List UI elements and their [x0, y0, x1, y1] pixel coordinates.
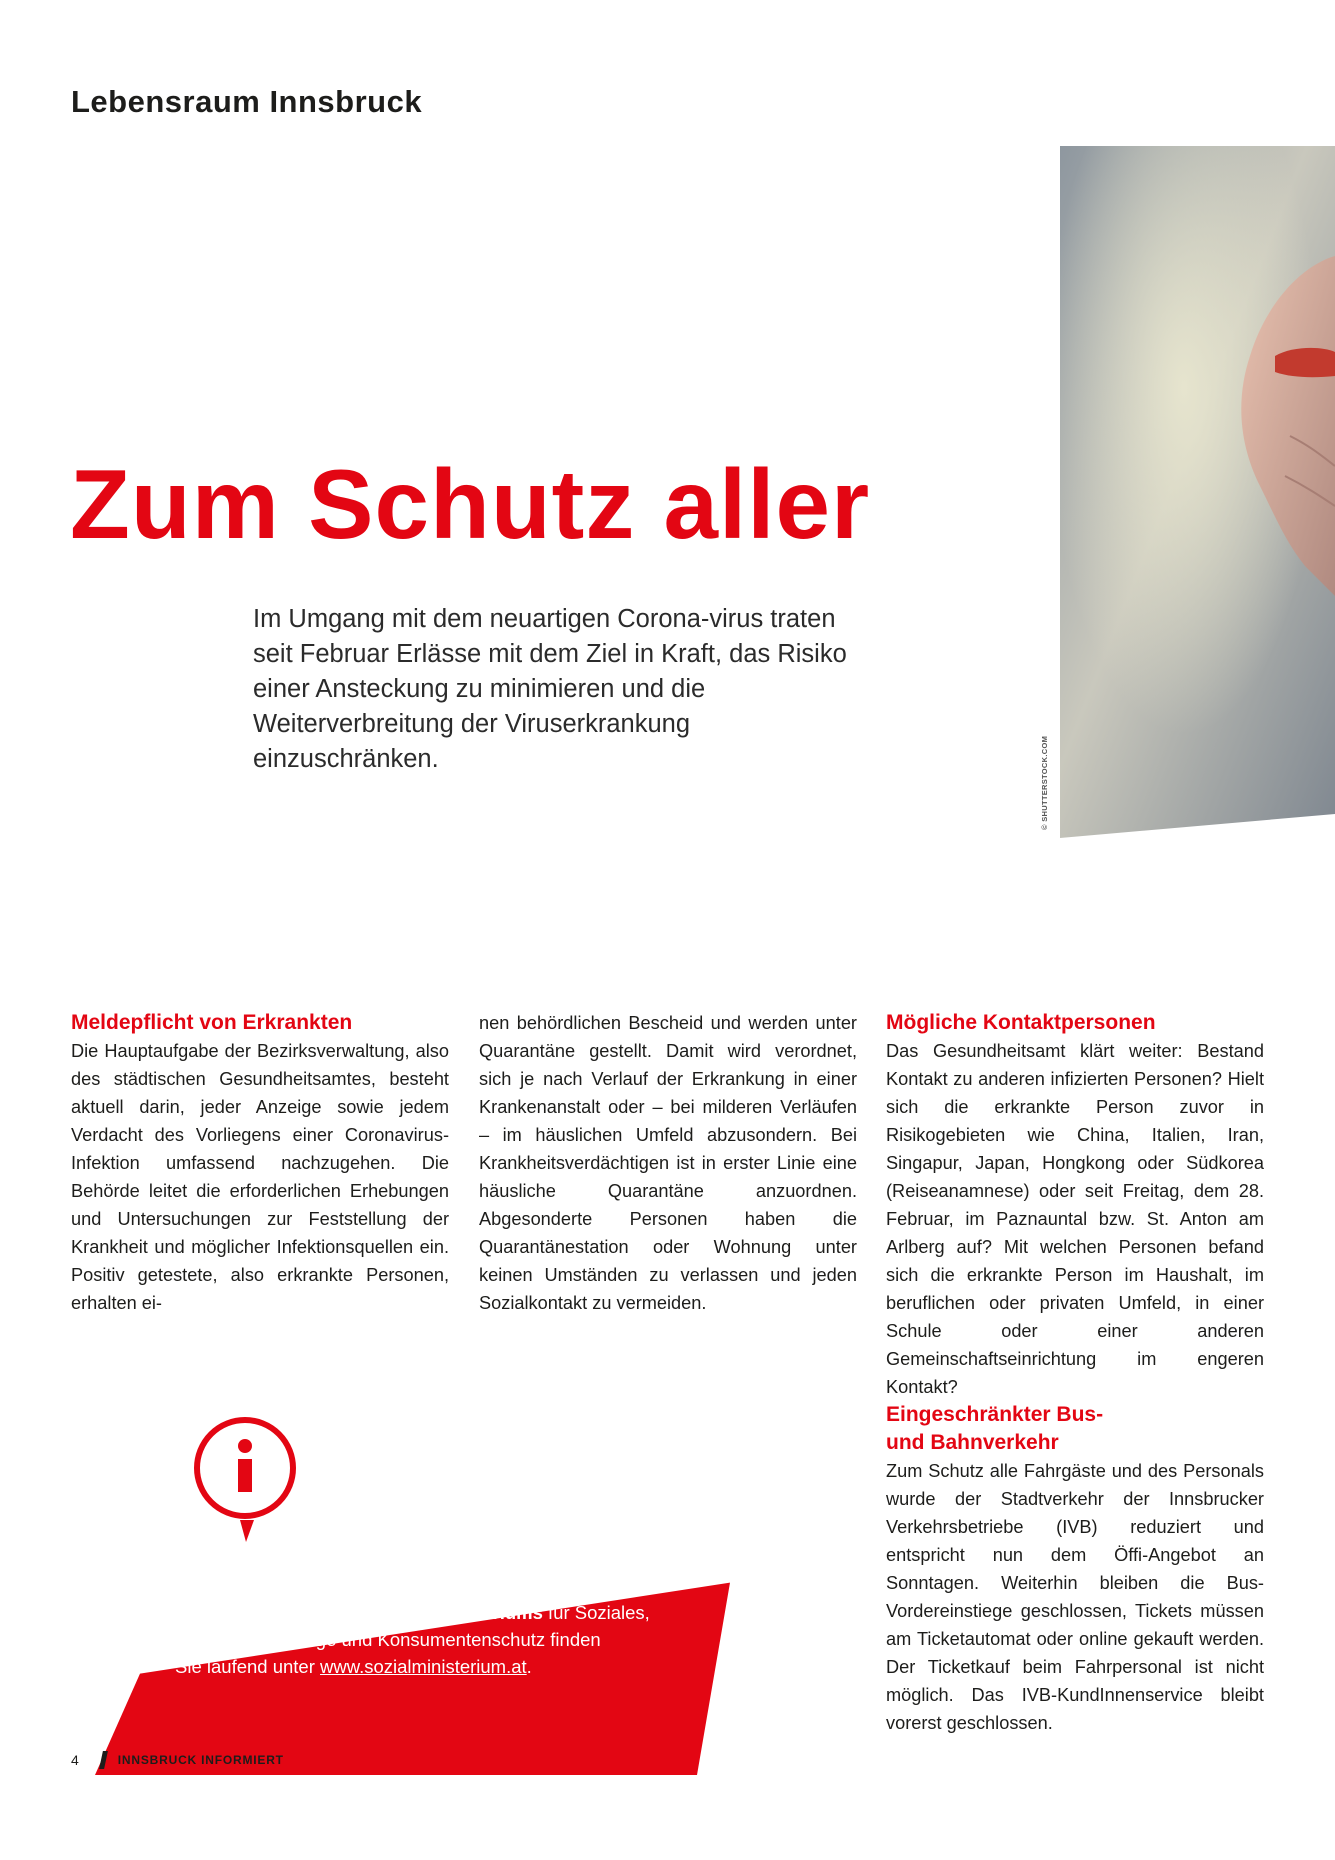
page-number: 4: [71, 1752, 79, 1768]
column-3: [886, 1009, 1264, 1401]
photo-credit: © SHUTTERSTOCK.COM: [1040, 735, 1049, 830]
info-link[interactable]: www.sozialministerium.at: [320, 1656, 527, 1677]
section-heading-kontaktpersonen: Mögliche Kontaktpersonen: [886, 1011, 1156, 1034]
section-heading-busverkehr-line1: Eingeschränkter Bus-: [886, 1403, 1104, 1426]
info-bold-1: Tagesaktuelle Informationen: [187, 1575, 437, 1596]
column-1: [71, 1009, 449, 1317]
info-text-4: Sie laufend unter: [175, 1656, 321, 1677]
article-title: Zum Schutz aller: [70, 449, 871, 559]
column-3-lower: [886, 1401, 1264, 1737]
section-label: Lebensraum Innsbruck: [71, 84, 423, 119]
info-text-3: Gesundheit, Pflege und Konsumentenschutz finden: [179, 1629, 601, 1650]
column-2: [479, 1009, 857, 1317]
section-text-kontaktpersonen: Das Gesundheitsamt klärt weiter: Bestand Kontakt zu anderen infizierten Personen? Hielt sich die erkrankte Person zuvor in Risikogebieten wie China, Italien, Iran, Singapur, Japan, Hongkong oder Südkorea (Reiseanamnese) oder seit Freitag, dem 28. Februar, im Paznauntal bzw. St. Anton am Arlberg auf? Mit welchen Personen befand sich die erkrankte Person im Haushalt, im beruflichen oder privaten Umfeld, in einer Schule oder einer anderen Gemeinschaftseinrichtung im engeren Kontakt?: [886, 1041, 1264, 1397]
section-heading-busverkehr-line2: und Bahnverkehr: [886, 1431, 1059, 1454]
section-text-busverkehr: Zum Schutz alle Fahrgäste und des Personals wurde der Stadtverkehr der Innsbrucker Verkehrsbetriebe (IVB) reduziert und entspricht nun dem Öffi-Angebot an Sonntagen. Weiterhin bleiben die Bus-Vordereinstiege geschlossen, Tickets müssen am Ticketautomat oder online gekauft werden. Der Ticketkauf beim Fahrpersonal ist nicht möglich. Das IVB-KundInnenservice bleibt vorerst geschlossen.: [886, 1461, 1264, 1733]
section-text-meldepflicht: Die Hauptaufgabe der Bezirksverwaltung, also des städtischen Gesundheitsamtes, besteht aktuell darin, jeder Anzeige sowie jedem Verdacht des Vorliegens einer Coronavirus-Infektion umfassend nachzugehen. Die Behörde leitet die erforderlichen Erhebungen und Untersuchungen zur Feststellung der Krankheit und möglicher Infektionsquellen ein. Positiv getestete, also erkrankte Personen, erhalten ei-: [71, 1041, 449, 1313]
info-text-1: und die aktuellen: [436, 1575, 582, 1596]
page-footer: [71, 1750, 284, 1770]
section-heading-busverkehr: [886, 1401, 1264, 1457]
info-icon: [186, 1409, 304, 1542]
info-text-2: für Soziales,: [542, 1602, 650, 1623]
article-lead: Im Umgang mit dem neuartigen Corona-virus traten seit Februar Erlässe mit dem Ziel in Kraft, das Risiko einer Ansteckung zu minimieren und die Weiterverbreitung der Viruserkrankung einzuschränken.: [253, 605, 847, 773]
info-bold-2: Erlässe seitens des Bundesministeriums: [183, 1602, 543, 1623]
info-text-end: .: [526, 1656, 532, 1677]
section-text-meldepflicht-continued: nen behördlichen Bescheid und werden unter Quarantäne gestellt. Damit wird verordnet, sich je nach Verlauf der Erkrankung in einer Krankenanstalt oder – bei milderen Verläufen – im häuslichen Umfeld abzusondern. Bei Krankheitsverdächtigen ist in erster Linie eine häusliche Quarantäne anzuordnen. Abgesonderte Personen haben die Quarantänestation oder Wohnung unter keinen Umständen zu verlassen und jeden Sozialkontakt zu vermeiden.: [479, 1013, 857, 1313]
header-photo: [1060, 146, 1335, 838]
section-heading-meldepflicht: Meldepflicht von Erkrankten: [71, 1011, 353, 1034]
magazine-name: INNSBRUCK INFORMIERT: [117, 1753, 284, 1767]
info-box-text: [175, 1572, 695, 1680]
footer-slash: [99, 1751, 108, 1769]
